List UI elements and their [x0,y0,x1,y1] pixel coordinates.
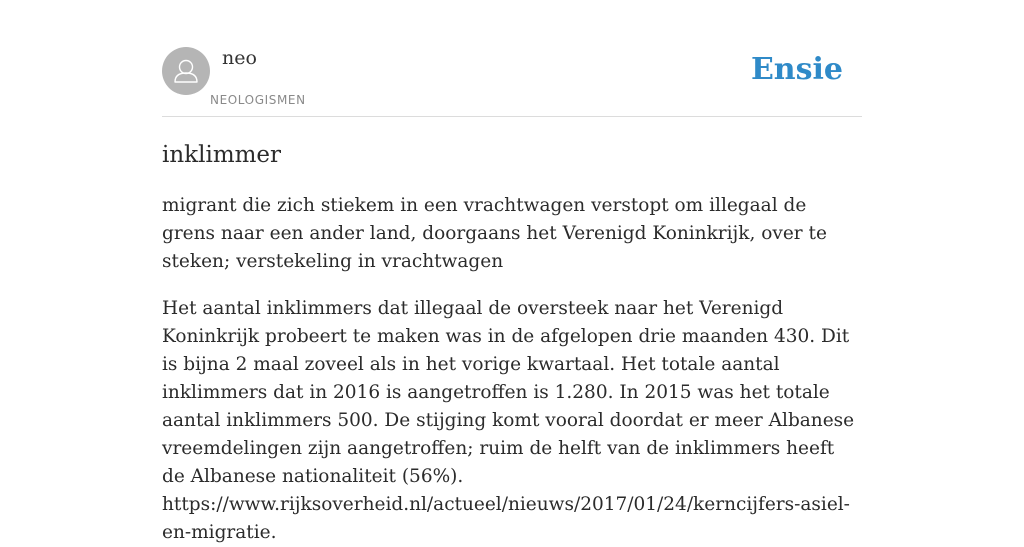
user-silhouette-icon [162,47,210,95]
brand-logo[interactable]: Ensie [750,52,843,87]
entry-title: inklimmer [162,142,282,168]
category-label[interactable]: NEOLOGISMEN [210,93,306,107]
entry-definition: migrant die zich stiekem in een vrachtwagen verstopt om illegaal de grens naar een ander land, doorgaans het Verenigd Koninkrijk, over te steken; verstekeling in vrachtwagen [162,195,827,272]
avatar[interactable] [162,47,210,95]
entry-example: Het aantal inklimmers dat illegaal de oversteek naar het Verenigd Koninkrijk probeert te maken was in de afgelopen drie maanden 430. Dit is bijna 2 maal zoveel als in het vorige kwartaal. Het totale aantal inklimmers dat in 2016 is aangetroffen is 1.280. In 2015 was het totale aantal inklimmers 500. De stijging komt vooral doordat er meer Albanese vreemdelingen zijn aangetroffen; ruim de helft van de inklimmers heeft de Albanese nationaliteit (56%). https://www.rijksoverheid.nl/actueel/nieuws/2017/01/24/kerncijfers-asiel-en-migratie. [162,298,855,543]
entry-header [162,46,862,117]
username-link[interactable]: neo [222,47,257,69]
